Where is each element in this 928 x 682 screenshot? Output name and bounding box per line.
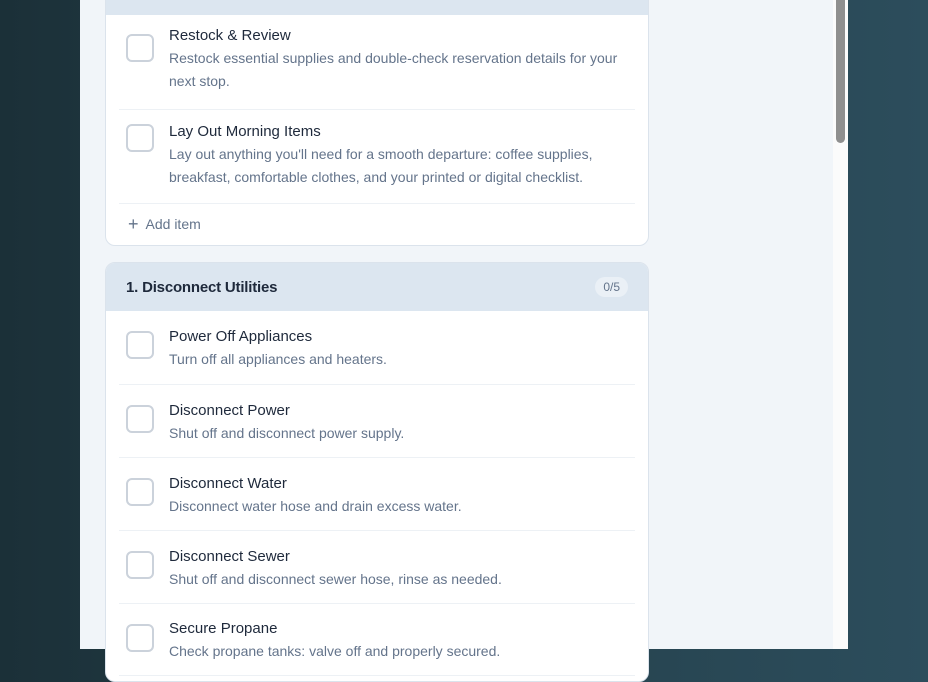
list-item bbox=[119, 531, 635, 604]
item-title: Disconnect Power bbox=[169, 402, 290, 419]
item-description: Shut off and disconnect sewer hose, rinse as needed. bbox=[169, 571, 502, 587]
item-title: Power Off Appliances bbox=[169, 328, 313, 345]
list-item bbox=[119, 458, 635, 531]
section-card-disconnect-utilities bbox=[105, 262, 649, 682]
item-title: Lay Out Morning Items bbox=[169, 123, 321, 140]
section-title: 1. Disconnect Utilities bbox=[126, 278, 278, 296]
item-description: Restock essential supplies and double-check reservation details for your next stop. bbox=[169, 50, 618, 89]
item-description: Lay out anything you'll need for a smooth departure: coffee supplies, breakfast, comfortable clothes, and your printed or digital checklist. bbox=[169, 146, 593, 185]
item-description: Check propane tanks: valve off and properly secured. bbox=[169, 643, 501, 659]
checkbox[interactable] bbox=[126, 405, 154, 433]
checkbox[interactable] bbox=[126, 331, 154, 359]
plus-icon: + bbox=[128, 213, 139, 234]
section-header bbox=[106, 0, 648, 15]
item-title: Disconnect Sewer bbox=[169, 548, 290, 565]
progress-badge: 0/5 bbox=[595, 277, 628, 297]
checkbox[interactable] bbox=[126, 551, 154, 579]
scrollbar-thumb[interactable] bbox=[836, 0, 845, 143]
list-item bbox=[119, 311, 635, 385]
add-item-button[interactable] bbox=[119, 204, 635, 244]
list-item bbox=[119, 110, 635, 204]
checkbox[interactable] bbox=[126, 624, 154, 652]
item-description: Turn off all appliances and heaters. bbox=[169, 351, 387, 367]
section-header[interactable] bbox=[106, 263, 648, 311]
section-card-previous bbox=[105, 0, 649, 246]
list-item bbox=[119, 604, 635, 676]
item-title: Restock & Review bbox=[169, 27, 291, 44]
add-item-label: Add item bbox=[145, 216, 201, 232]
checkbox[interactable] bbox=[126, 34, 154, 62]
item-title: Secure Propane bbox=[169, 620, 278, 637]
item-title: Disconnect Water bbox=[169, 475, 287, 492]
item-description: Shut off and disconnect power supply. bbox=[169, 425, 405, 441]
list-item bbox=[119, 385, 635, 458]
checkbox[interactable] bbox=[126, 124, 154, 152]
list-item bbox=[119, 14, 635, 110]
item-description: Disconnect water hose and drain excess water. bbox=[169, 498, 462, 514]
checkbox[interactable] bbox=[126, 478, 154, 506]
